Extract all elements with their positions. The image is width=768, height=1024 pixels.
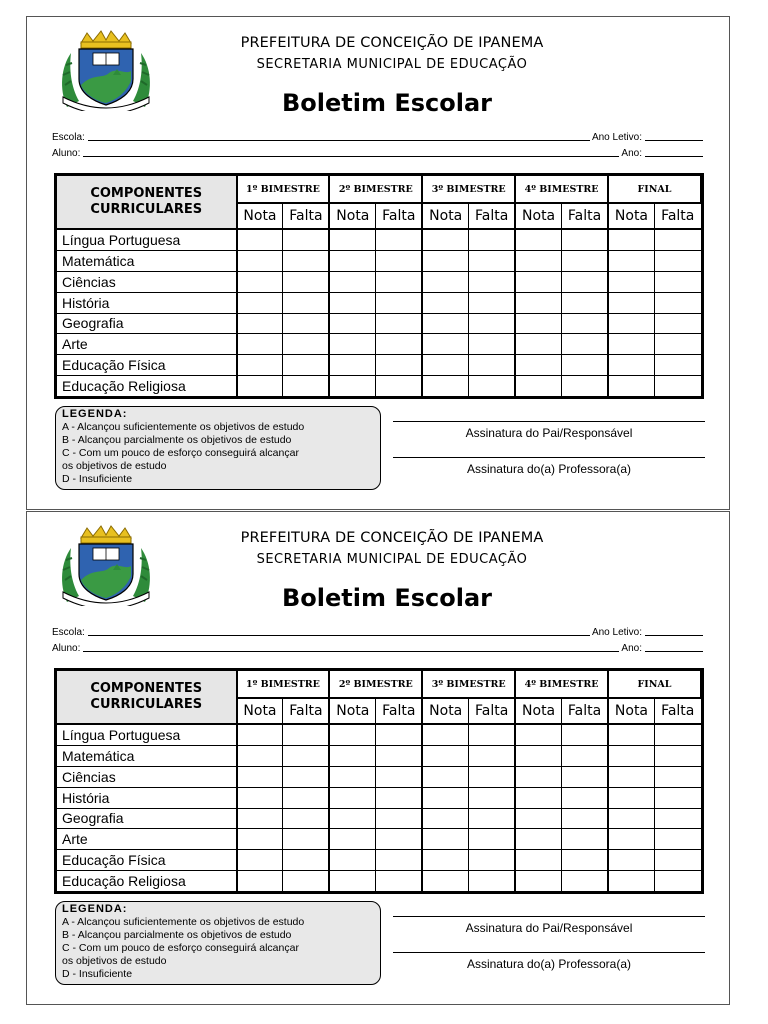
grade-cell[interactable]	[237, 745, 283, 766]
subject-name: Matemática	[57, 745, 237, 766]
absence-cell[interactable]	[283, 313, 329, 334]
grade-year-label: Ano:	[621, 643, 642, 654]
subjects-body	[57, 229, 702, 397]
legend-title: LEGENDA:	[62, 408, 128, 420]
subjects-header-line2: CURRICULARES	[90, 697, 203, 712]
absence-cell[interactable]	[654, 271, 701, 292]
subject-row	[57, 313, 702, 334]
teacher-signature	[393, 457, 705, 476]
subject-name: Geografia	[57, 313, 237, 334]
subjects-header-line1: COMPONENTES	[90, 186, 203, 201]
municipal-crest-logo	[57, 524, 155, 606]
absence-cell[interactable]	[562, 829, 608, 850]
absence-cell[interactable]	[376, 271, 422, 292]
absence-cell[interactable]	[654, 766, 701, 787]
grade-cell[interactable]	[422, 745, 468, 766]
subject-name: Educação Religiosa	[57, 376, 237, 397]
period-header: 3º BIMESTRE	[422, 176, 515, 204]
grade-column-header: Nota	[422, 203, 468, 229]
absence-cell[interactable]	[469, 292, 515, 313]
absence-cell[interactable]	[283, 829, 329, 850]
grade-cell[interactable]	[237, 292, 283, 313]
grade-cell[interactable]	[422, 271, 468, 292]
grade-cell[interactable]	[515, 271, 561, 292]
absence-cell[interactable]	[376, 292, 422, 313]
legend-item: os objetivos de estudo	[62, 955, 167, 967]
grade-cell[interactable]	[329, 292, 375, 313]
absence-cell[interactable]	[562, 871, 608, 892]
student-field[interactable]	[83, 651, 619, 652]
grade-cell[interactable]	[237, 871, 283, 892]
subject-name: Arte	[57, 829, 237, 850]
grade-cell[interactable]	[608, 850, 654, 871]
absence-cell[interactable]	[283, 871, 329, 892]
grade-cell[interactable]	[329, 745, 375, 766]
grade-cell[interactable]	[515, 355, 561, 376]
grade-cell[interactable]	[608, 808, 654, 829]
period-header: 2º BIMESTRE	[329, 176, 422, 204]
grade-cell[interactable]	[515, 787, 561, 808]
grade-cell[interactable]	[515, 250, 561, 271]
municipal-crest-logo	[57, 29, 155, 111]
absence-cell[interactable]	[469, 766, 515, 787]
student-field-row	[52, 640, 703, 654]
subject-name: Educação Física	[57, 355, 237, 376]
absence-cell[interactable]	[283, 808, 329, 829]
absence-column-header: Falta	[562, 203, 608, 229]
absence-cell[interactable]	[376, 787, 422, 808]
subject-row	[57, 229, 702, 250]
grade-cell[interactable]	[515, 850, 561, 871]
parent-signature-line[interactable]	[393, 916, 705, 917]
grade-cell[interactable]	[422, 355, 468, 376]
absence-cell[interactable]	[283, 787, 329, 808]
grade-cell[interactable]	[422, 292, 468, 313]
grade-cell[interactable]	[422, 724, 468, 745]
grade-cell[interactable]	[237, 334, 283, 355]
period-header: 1º BIMESTRE	[237, 671, 330, 699]
grade-cell[interactable]	[422, 829, 468, 850]
period-header: 2º BIMESTRE	[329, 671, 422, 699]
subject-row	[57, 829, 702, 850]
absence-cell[interactable]	[376, 829, 422, 850]
absence-cell[interactable]	[562, 313, 608, 334]
school-label: Escola:	[52, 627, 85, 638]
subject-row	[57, 334, 702, 355]
grade-cell[interactable]	[515, 334, 561, 355]
subject-name: Educação Religiosa	[57, 871, 237, 892]
legend-item: C - Com um pouco de esforço conseguirá alcançar	[62, 942, 299, 954]
period-header: 3º BIMESTRE	[422, 671, 515, 699]
grade-cell[interactable]	[237, 250, 283, 271]
subject-name: História	[57, 292, 237, 313]
absence-cell[interactable]	[283, 229, 329, 250]
grade-year-field[interactable]	[645, 156, 703, 157]
school-field-row	[52, 624, 703, 638]
grade-cell[interactable]	[515, 376, 561, 397]
absence-cell[interactable]	[376, 871, 422, 892]
legend-box	[55, 406, 381, 490]
grade-cell[interactable]	[329, 850, 375, 871]
subject-name: Ciências	[57, 271, 237, 292]
period-header: 1º BIMESTRE	[237, 176, 330, 204]
absence-cell[interactable]	[469, 250, 515, 271]
grade-year-field[interactable]	[645, 651, 703, 652]
absence-cell[interactable]	[469, 334, 515, 355]
grade-cell[interactable]	[237, 829, 283, 850]
absence-cell[interactable]	[562, 724, 608, 745]
legend-item: A - Alcançou suficientemente os objetivos de estudo	[62, 916, 305, 928]
subject-row	[57, 787, 702, 808]
absence-cell[interactable]	[376, 376, 422, 397]
grade-column-header: Nota	[329, 203, 375, 229]
student-label: Aluno:	[52, 148, 81, 159]
absence-cell[interactable]	[469, 871, 515, 892]
absence-cell[interactable]	[654, 829, 701, 850]
subject-name: Matemática	[57, 250, 237, 271]
absence-cell[interactable]	[469, 745, 515, 766]
grade-year-label: Ano:	[621, 148, 642, 159]
grade-column-header: Nota	[515, 203, 561, 229]
grade-cell[interactable]	[237, 313, 283, 334]
absence-column-header: Falta	[469, 203, 515, 229]
absence-cell[interactable]	[562, 292, 608, 313]
report-card-form	[26, 511, 730, 1005]
subject-row	[57, 766, 702, 787]
department-name: SECRETARIA MUNICIPAL DE EDUCAÇÃO	[256, 552, 528, 567]
absence-cell[interactable]	[562, 250, 608, 271]
grade-column-header: Nota	[329, 698, 375, 724]
grade-cell[interactable]	[515, 766, 561, 787]
absence-cell[interactable]	[376, 334, 422, 355]
parent-signature	[393, 421, 705, 440]
absence-cell[interactable]	[376, 766, 422, 787]
school-field[interactable]	[88, 635, 590, 636]
absence-cell[interactable]	[562, 229, 608, 250]
absence-cell[interactable]	[562, 376, 608, 397]
absence-cell[interactable]	[283, 376, 329, 397]
parent-signature-line[interactable]	[393, 421, 705, 422]
grade-column-header: Nota	[608, 203, 654, 229]
absence-cell[interactable]	[376, 808, 422, 829]
grade-cell[interactable]	[329, 376, 375, 397]
absence-cell[interactable]	[469, 850, 515, 871]
grade-cell[interactable]	[422, 250, 468, 271]
subjects-header-line2: CURRICULARES	[90, 202, 203, 217]
form-title: Boletim Escolar	[282, 89, 492, 117]
grade-cell[interactable]	[237, 271, 283, 292]
grade-cell[interactable]	[422, 313, 468, 334]
grade-cell[interactable]	[515, 871, 561, 892]
absence-column-header: Falta	[376, 698, 422, 724]
subject-name: Língua Portuguesa	[57, 724, 237, 745]
subject-name: Arte	[57, 334, 237, 355]
subject-name: Educação Física	[57, 850, 237, 871]
grade-cell[interactable]	[329, 313, 375, 334]
grade-cell[interactable]	[608, 787, 654, 808]
absence-cell[interactable]	[654, 355, 701, 376]
absence-cell[interactable]	[654, 250, 701, 271]
grade-cell[interactable]	[422, 871, 468, 892]
grade-cell[interactable]	[515, 724, 561, 745]
grade-cell[interactable]	[608, 745, 654, 766]
grades-table	[56, 670, 702, 892]
department-name: SECRETARIA MUNICIPAL DE EDUCAÇÃO	[256, 57, 528, 72]
grade-cell[interactable]	[422, 850, 468, 871]
grade-cell[interactable]	[515, 313, 561, 334]
absence-cell[interactable]	[469, 787, 515, 808]
grade-cell[interactable]	[422, 229, 468, 250]
absence-cell[interactable]	[654, 787, 701, 808]
absence-cell[interactable]	[469, 355, 515, 376]
legend-item: B - Alcançou parcialmente os objetivos de estudo	[62, 434, 292, 446]
grade-cell[interactable]	[329, 724, 375, 745]
subject-name: Ciências	[57, 766, 237, 787]
organization-name: PREFEITURA DE CONCEIÇÃO DE IPANEMA	[240, 35, 544, 51]
absence-column-header: Falta	[376, 203, 422, 229]
absence-cell[interactable]	[283, 355, 329, 376]
absence-cell[interactable]	[654, 376, 701, 397]
grade-cell[interactable]	[608, 292, 654, 313]
teacher-signature-label: Assinatura do(a) Professora(a)	[466, 462, 632, 476]
period-header: FINAL	[608, 176, 701, 204]
grade-cell[interactable]	[608, 766, 654, 787]
absence-cell[interactable]	[469, 313, 515, 334]
grade-cell[interactable]	[608, 355, 654, 376]
absence-cell[interactable]	[283, 766, 329, 787]
school-year-label: Ano Letivo:	[591, 132, 642, 143]
subjects-column-header	[57, 176, 237, 230]
absence-cell[interactable]	[469, 724, 515, 745]
period-header: FINAL	[608, 671, 701, 699]
legend-box	[55, 901, 381, 985]
grade-cell[interactable]	[515, 292, 561, 313]
absence-cell[interactable]	[562, 745, 608, 766]
absence-cell[interactable]	[283, 292, 329, 313]
grade-cell[interactable]	[237, 229, 283, 250]
subject-row	[57, 271, 702, 292]
grade-cell[interactable]	[422, 334, 468, 355]
absence-cell[interactable]	[283, 850, 329, 871]
grade-cell[interactable]	[329, 787, 375, 808]
grade-column-header: Nota	[608, 698, 654, 724]
legend-item: A - Alcançou suficientemente os objetivos de estudo	[62, 421, 305, 433]
absence-cell[interactable]	[562, 850, 608, 871]
absence-cell[interactable]	[283, 271, 329, 292]
subject-row	[57, 376, 702, 397]
absence-cell[interactable]	[376, 355, 422, 376]
absence-cell[interactable]	[376, 850, 422, 871]
absence-cell[interactable]	[562, 766, 608, 787]
grade-cell[interactable]	[329, 766, 375, 787]
subjects-header-line1: COMPONENTES	[90, 681, 203, 696]
grade-column-header: Nota	[237, 698, 283, 724]
grade-cell[interactable]	[329, 271, 375, 292]
absence-cell[interactable]	[654, 334, 701, 355]
absence-cell[interactable]	[654, 724, 701, 745]
absence-column-header: Falta	[654, 203, 701, 229]
legend-item: B - Alcançou parcialmente os objetivos de estudo	[62, 929, 292, 941]
absence-cell[interactable]	[376, 745, 422, 766]
student-label: Aluno:	[52, 643, 81, 654]
grade-cell[interactable]	[237, 808, 283, 829]
grade-cell[interactable]	[329, 355, 375, 376]
school-year-label: Ano Letivo:	[591, 627, 642, 638]
teacher-signature-label: Assinatura do(a) Professora(a)	[466, 957, 632, 971]
subjects-body	[57, 724, 702, 892]
absence-cell[interactable]	[562, 787, 608, 808]
absence-cell[interactable]	[376, 250, 422, 271]
grade-cell[interactable]	[237, 850, 283, 871]
grade-cell[interactable]	[608, 829, 654, 850]
subject-row	[57, 250, 702, 271]
grade-cell[interactable]	[422, 787, 468, 808]
grade-cell[interactable]	[608, 271, 654, 292]
absence-cell[interactable]	[654, 313, 701, 334]
grade-cell[interactable]	[608, 250, 654, 271]
grade-cell[interactable]	[329, 334, 375, 355]
report-card-form	[26, 16, 730, 510]
absence-cell[interactable]	[654, 745, 701, 766]
absence-cell[interactable]	[283, 724, 329, 745]
teacher-signature-line[interactable]	[393, 952, 705, 953]
legend-item: C - Com um pouco de esforço conseguirá alcançar	[62, 447, 299, 459]
grade-cell[interactable]	[237, 787, 283, 808]
absence-cell[interactable]	[283, 334, 329, 355]
absence-column-header: Falta	[562, 698, 608, 724]
grade-cell[interactable]	[515, 808, 561, 829]
absence-cell[interactable]	[654, 292, 701, 313]
absence-cell[interactable]	[469, 808, 515, 829]
grade-column-header: Nota	[515, 698, 561, 724]
form-title: Boletim Escolar	[282, 584, 492, 612]
absence-cell[interactable]	[654, 808, 701, 829]
subject-row	[57, 850, 702, 871]
grade-cell[interactable]	[515, 229, 561, 250]
grade-cell[interactable]	[422, 766, 468, 787]
grade-column-header: Nota	[237, 203, 283, 229]
subject-name: História	[57, 787, 237, 808]
grade-cell[interactable]	[329, 829, 375, 850]
absence-cell[interactable]	[283, 745, 329, 766]
absence-cell[interactable]	[562, 808, 608, 829]
absence-cell[interactable]	[654, 229, 701, 250]
absence-cell[interactable]	[654, 871, 701, 892]
parent-signature-label: Assinatura do Pai/Responsável	[465, 426, 633, 440]
grade-cell[interactable]	[515, 745, 561, 766]
absence-cell[interactable]	[562, 334, 608, 355]
period-header: 4º BIMESTRE	[515, 671, 608, 699]
absence-cell[interactable]	[283, 250, 329, 271]
school-label: Escola:	[52, 132, 85, 143]
subject-name: Língua Portuguesa	[57, 229, 237, 250]
absence-cell[interactable]	[562, 355, 608, 376]
absence-cell[interactable]	[376, 313, 422, 334]
absence-cell[interactable]	[376, 724, 422, 745]
grade-cell[interactable]	[608, 229, 654, 250]
teacher-signature	[393, 952, 705, 971]
organization-name: PREFEITURA DE CONCEIÇÃO DE IPANEMA	[240, 530, 544, 546]
grade-cell[interactable]	[237, 355, 283, 376]
grade-cell[interactable]	[608, 334, 654, 355]
grade-cell[interactable]	[608, 871, 654, 892]
grade-cell[interactable]	[422, 808, 468, 829]
grade-cell[interactable]	[237, 724, 283, 745]
legend-title: LEGENDA:	[62, 903, 128, 915]
subject-row	[57, 871, 702, 892]
absence-column-header: Falta	[283, 203, 329, 229]
student-field[interactable]	[83, 156, 619, 157]
absence-cell[interactable]	[469, 829, 515, 850]
grade-cell[interactable]	[329, 871, 375, 892]
absence-cell[interactable]	[469, 376, 515, 397]
parent-signature-label: Assinatura do Pai/Responsável	[465, 921, 633, 935]
subject-name: Geografia	[57, 808, 237, 829]
absence-cell[interactable]	[654, 850, 701, 871]
school-field-row	[52, 129, 703, 143]
absence-cell[interactable]	[376, 229, 422, 250]
school-field[interactable]	[88, 140, 590, 141]
school-year-field[interactable]	[645, 635, 703, 636]
teacher-signature-line[interactable]	[393, 457, 705, 458]
subject-row	[57, 292, 702, 313]
legend-item: os objetivos de estudo	[62, 460, 167, 472]
grade-cell[interactable]	[237, 766, 283, 787]
subject-row	[57, 808, 702, 829]
grade-cell[interactable]	[608, 724, 654, 745]
subject-row	[57, 724, 702, 745]
grade-column-header: Nota	[422, 698, 468, 724]
absence-cell[interactable]	[469, 271, 515, 292]
grades-table	[56, 175, 702, 397]
parent-signature	[393, 916, 705, 935]
school-year-field[interactable]	[645, 140, 703, 141]
grade-cell[interactable]	[329, 808, 375, 829]
subjects-column-header	[57, 671, 237, 725]
absence-column-header: Falta	[654, 698, 701, 724]
grade-cell[interactable]	[608, 313, 654, 334]
subject-row	[57, 745, 702, 766]
absence-column-header: Falta	[469, 698, 515, 724]
legend-item: D - Insuficiente	[62, 473, 133, 485]
grade-cell[interactable]	[329, 250, 375, 271]
grade-cell[interactable]	[515, 829, 561, 850]
grade-cell[interactable]	[237, 376, 283, 397]
grade-cell[interactable]	[422, 376, 468, 397]
grade-cell[interactable]	[608, 376, 654, 397]
period-header: 4º BIMESTRE	[515, 176, 608, 204]
absence-cell[interactable]	[562, 271, 608, 292]
subject-row	[57, 355, 702, 376]
legend-item: D - Insuficiente	[62, 968, 133, 980]
grade-cell[interactable]	[329, 229, 375, 250]
absence-cell[interactable]	[469, 229, 515, 250]
absence-column-header: Falta	[283, 698, 329, 724]
student-field-row	[52, 145, 703, 159]
